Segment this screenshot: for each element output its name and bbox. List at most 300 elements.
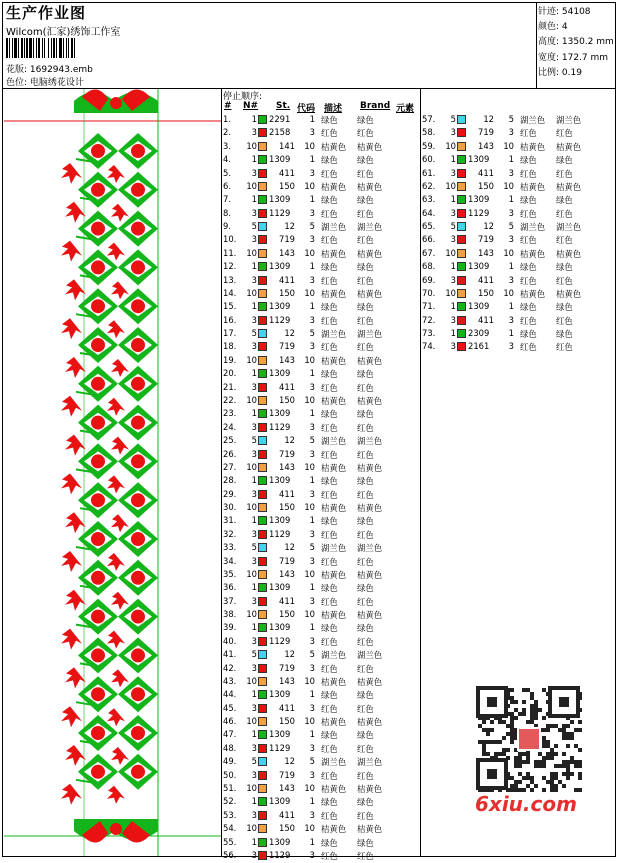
needle-number: 10 (246, 675, 257, 686)
color-description: 红色 (321, 529, 338, 540)
color-swatch (258, 503, 267, 512)
color-description: 湖兰色 (321, 222, 347, 233)
needle-number: 3 (251, 341, 257, 352)
color-description: 红色 (321, 382, 338, 393)
color-brand: 红色 (357, 556, 374, 567)
row-index: 2. (223, 127, 231, 138)
stitch-count: 411 (279, 488, 295, 499)
color-code: 3 (508, 341, 514, 352)
color-description: 红色 (321, 315, 338, 326)
stitch-count: 411 (279, 167, 295, 178)
color-code: 1 (309, 114, 315, 124)
color-description: 桔黄色 (321, 784, 347, 794)
stitch-count: 1309 (468, 301, 490, 312)
color-code: 3 (309, 555, 315, 566)
color-code: 3 (309, 381, 315, 392)
color-description: 绿色 (321, 195, 338, 206)
needle-number: 5 (251, 542, 257, 553)
row-index: 26. (223, 448, 237, 459)
needle-number: 1 (251, 368, 257, 379)
color-swatch (258, 557, 267, 566)
row-index: 67. (422, 247, 436, 258)
stitch-count: 411 (279, 274, 295, 285)
stitch-count: 719 (279, 555, 295, 566)
row-index: 59. (422, 140, 436, 151)
color-brand: 绿色 (556, 329, 573, 340)
color-swatch (258, 838, 267, 847)
row-index: 20. (223, 368, 237, 379)
color-brand: 桔黄色 (556, 181, 582, 192)
row-index: 44. (223, 689, 237, 700)
needle-number: 3 (251, 742, 257, 753)
needle-number: 3 (251, 127, 257, 138)
color-description: 红色 (321, 275, 338, 286)
row-index: 49. (223, 756, 237, 767)
color-swatch (258, 744, 267, 753)
color-brand: 红色 (357, 663, 374, 674)
color-swatch (258, 276, 267, 285)
row-index: 60. (422, 154, 436, 165)
row-index: 25. (223, 435, 237, 446)
color-description: 红色 (520, 235, 537, 246)
needle-number: 1 (251, 582, 257, 593)
stitch-count: 143 (279, 675, 295, 686)
stitch-count: 150 (478, 287, 494, 298)
color-brand: 桔黄色 (357, 288, 383, 299)
color-description: 绿色 (321, 302, 338, 313)
color-swatch (457, 142, 466, 151)
needle-number: 3 (251, 662, 257, 673)
color-swatch (457, 182, 466, 191)
color-swatch (457, 115, 466, 124)
row-index: 10. (223, 234, 237, 245)
stitch-count: 719 (279, 234, 295, 245)
stitch-count: 150 (279, 716, 295, 727)
needle-number: 1 (251, 194, 257, 205)
stitch-count: 1129 (468, 207, 490, 218)
row-index: 40. (223, 635, 237, 646)
row-index: 31. (223, 515, 237, 526)
stitch-count: 1129 (269, 314, 291, 325)
color-brand: 桔黄色 (357, 395, 383, 406)
needle-number: 10 (445, 180, 456, 191)
color-swatch (258, 423, 267, 432)
embroidery-preview (4, 89, 221, 856)
stitch-count: 12 (284, 435, 295, 446)
color-swatch (258, 490, 267, 499)
file-label: 花版: 1692943.emb (6, 65, 93, 75)
row-index: 43. (223, 675, 237, 686)
color-brand: 绿色 (357, 195, 374, 206)
color-brand: 绿色 (357, 155, 374, 166)
color-swatch (258, 771, 267, 780)
needle-number: 5 (251, 756, 257, 767)
row-index: 69. (422, 274, 436, 285)
needle-number: 3 (450, 274, 456, 285)
row-index: 54. (223, 823, 237, 834)
color-code: 5 (309, 328, 315, 339)
stitch-count: 1309 (269, 515, 291, 526)
color-code: 10 (304, 568, 315, 579)
needle-number: 1 (251, 836, 257, 847)
needle-number: 10 (246, 609, 257, 620)
needle-number: 3 (251, 274, 257, 285)
color-brand: 红色 (357, 128, 374, 139)
stitch-count: 411 (279, 381, 295, 392)
color-brand: 红色 (357, 703, 374, 714)
color-brand: 桔黄色 (357, 355, 383, 366)
needle-number: 3 (251, 421, 257, 432)
color-code: 5 (309, 435, 315, 446)
color-brand: 红色 (556, 208, 573, 219)
stitch-count: 150 (478, 180, 494, 191)
row-index: 23. (223, 408, 237, 419)
color-description: 桔黄色 (321, 181, 347, 192)
stats-divider (536, 2, 537, 88)
stitch-count: 2161 (468, 341, 490, 352)
color-brand: 红色 (357, 168, 374, 179)
color-code: 3 (309, 635, 315, 646)
color-brand: 绿色 (357, 115, 374, 125)
color-code: 1 (309, 515, 315, 526)
color-code: 10 (304, 354, 315, 365)
color-code: 5 (309, 756, 315, 767)
barcode (6, 38, 106, 58)
row-index: 35. (223, 568, 237, 579)
color-brand: 绿色 (357, 476, 374, 487)
color-code: 10 (503, 247, 514, 258)
color-description: 桔黄色 (321, 355, 347, 366)
color-code: 1 (309, 154, 315, 165)
color-brand: 桔黄色 (357, 141, 383, 152)
color-description: 绿色 (520, 329, 537, 340)
color-description: 绿色 (321, 262, 338, 273)
color-swatch (258, 128, 267, 137)
col-header-hash: # (224, 101, 232, 111)
color-brand: 桔黄色 (556, 288, 582, 299)
stitch-count: 719 (279, 448, 295, 459)
stitch-count: 143 (478, 140, 494, 151)
color-code: 3 (309, 809, 315, 820)
color-description: 红色 (520, 275, 537, 286)
stitch-count: 1309 (269, 194, 291, 205)
color-code: 10 (304, 675, 315, 686)
color-code: 10 (304, 140, 315, 151)
color-swatch (457, 155, 466, 164)
color-description: 桔黄色 (321, 610, 347, 621)
color-code: 10 (304, 461, 315, 472)
color-code: 1 (309, 301, 315, 312)
color-description: 绿色 (321, 115, 338, 125)
color-code: 3 (309, 488, 315, 499)
stitch-count: 143 (279, 568, 295, 579)
color-code: 3 (309, 127, 315, 138)
stitch-count: 150 (279, 180, 295, 191)
color-description: 绿色 (321, 516, 338, 527)
stitch-count: 1129 (269, 528, 291, 539)
color-code: 3 (309, 769, 315, 780)
company-name: Wilcom(汇家)绣饰工作室 (6, 27, 121, 38)
color-code: 10 (503, 180, 514, 191)
needle-number: 3 (251, 234, 257, 245)
color-swatch (258, 583, 267, 592)
stitch-count: 1309 (269, 729, 291, 740)
needle-number: 3 (450, 207, 456, 218)
color-brand: 绿色 (357, 623, 374, 634)
color-brand: 湖兰色 (357, 650, 383, 661)
color-brand: 绿色 (357, 409, 374, 420)
needle-number: 10 (445, 247, 456, 258)
row-index: 41. (223, 649, 237, 660)
color-code: 1 (508, 194, 514, 205)
needle-number: 5 (251, 221, 257, 232)
color-brand: 绿色 (357, 516, 374, 527)
row-index: 55. (223, 836, 237, 847)
color-code: 3 (309, 849, 315, 860)
color-description: 绿色 (321, 837, 338, 848)
row-index: 30. (223, 502, 237, 513)
stitch-count: 1129 (269, 635, 291, 646)
color-description: 红色 (321, 556, 338, 567)
needle-number: 3 (450, 127, 456, 138)
row-index: 28. (223, 475, 237, 486)
color-brand: 红色 (357, 422, 374, 433)
row-index: 22. (223, 394, 237, 405)
color-description: 绿色 (321, 730, 338, 741)
color-description: 绿色 (520, 155, 537, 166)
color-code: 5 (309, 221, 315, 232)
color-brand: 红色 (357, 636, 374, 647)
color-code: 3 (309, 595, 315, 606)
row-index: 1. (223, 114, 231, 124)
color-swatch (258, 623, 267, 632)
color-brand: 红色 (357, 810, 374, 821)
row-index: 70. (422, 287, 436, 298)
color-swatch (258, 530, 267, 539)
color-brand: 桔黄色 (357, 610, 383, 621)
color-description: 桔黄色 (321, 288, 347, 299)
color-brand: 红色 (357, 275, 374, 286)
stitch-count: 1309 (269, 301, 291, 312)
stitch-count: 1309 (269, 689, 291, 700)
color-swatch (258, 476, 267, 485)
color-description: 红色 (321, 489, 338, 500)
needle-number: 10 (246, 247, 257, 258)
row-index: 27. (223, 461, 237, 472)
stitch-count: 719 (279, 769, 295, 780)
stitch-count: 411 (279, 595, 295, 606)
row-index: 18. (223, 341, 237, 352)
row-index: 56. (223, 849, 237, 860)
color-description: 桔黄色 (520, 181, 546, 192)
color-description: 绿色 (321, 409, 338, 420)
stitch-count: 150 (279, 502, 295, 513)
needle-number: 10 (246, 354, 257, 365)
design-height: 高度: 1350.2 mm (538, 37, 614, 48)
needle-number: 3 (251, 809, 257, 820)
color-description: 红色 (321, 810, 338, 821)
color-description: 桔黄色 (321, 462, 347, 473)
color-description: 红色 (321, 235, 338, 246)
color-code: 3 (309, 234, 315, 245)
stop-sequence-label: 停止顺序: (223, 92, 263, 102)
color-code: 1 (309, 582, 315, 593)
stitch-count: 12 (284, 542, 295, 553)
color-code: 10 (503, 140, 514, 151)
design-width: 宽度: 172.7 mm (538, 52, 609, 63)
color-code: 10 (304, 609, 315, 620)
color-swatch (258, 637, 267, 646)
color-swatch (258, 195, 267, 204)
row-index: 45. (223, 702, 237, 713)
row-index: 73. (422, 328, 436, 339)
needle-number: 3 (251, 635, 257, 646)
color-label: 色位: 电脑绣花设计 (6, 78, 84, 88)
color-swatch (457, 209, 466, 218)
row-index: 34. (223, 555, 237, 566)
stitch-count: 2309 (468, 328, 490, 339)
color-swatch (258, 450, 267, 459)
color-description: 绿色 (520, 262, 537, 273)
color-code: 1 (309, 408, 315, 419)
color-swatch (258, 463, 267, 472)
color-description: 红色 (321, 596, 338, 607)
color-description: 红色 (520, 342, 537, 353)
stitch-count: 719 (279, 341, 295, 352)
color-brand: 桔黄色 (357, 569, 383, 580)
color-brand: 红色 (556, 168, 573, 179)
color-code: 3 (309, 742, 315, 753)
color-swatch (258, 516, 267, 525)
color-code: 3 (508, 314, 514, 325)
color-swatch (258, 677, 267, 686)
color-code: 1 (309, 261, 315, 272)
color-brand: 绿色 (357, 797, 374, 808)
row-index: 66. (422, 234, 436, 245)
row-index: 21. (223, 381, 237, 392)
color-code: 1 (508, 328, 514, 339)
color-swatch (258, 784, 267, 793)
color-swatch (258, 316, 267, 325)
color-description: 红色 (321, 128, 338, 139)
row-index: 9. (223, 221, 231, 232)
color-brand: 湖兰色 (556, 222, 582, 233)
color-code: 5 (309, 649, 315, 660)
color-code: 3 (508, 234, 514, 245)
stitch-count: 12 (483, 114, 494, 124)
color-description: 绿色 (321, 623, 338, 634)
row-index: 65. (422, 221, 436, 232)
color-brand: 湖兰色 (357, 543, 383, 554)
needle-number: 1 (450, 301, 456, 312)
color-code: 1 (309, 368, 315, 379)
qr-code-graphic (472, 682, 584, 794)
color-brand: 红色 (357, 315, 374, 326)
watermark-logo: 6xiu.com (475, 792, 577, 816)
needle-number: 5 (450, 114, 456, 124)
color-description: 红色 (321, 850, 338, 861)
color-code: 5 (508, 221, 514, 232)
color-swatch (457, 222, 466, 231)
needle-number: 3 (251, 528, 257, 539)
color-description: 湖兰色 (321, 650, 347, 661)
row-index: 50. (223, 769, 237, 780)
color-brand: 绿色 (357, 262, 374, 273)
needle-number: 1 (251, 114, 257, 124)
table-column-divider (420, 88, 421, 857)
stitch-count: 150 (279, 394, 295, 405)
needle-number: 10 (246, 716, 257, 727)
color-swatch (457, 128, 466, 137)
color-description: 红色 (321, 208, 338, 219)
color-description: 绿色 (321, 155, 338, 166)
color-brand: 桔黄色 (357, 248, 383, 259)
color-swatch (258, 409, 267, 418)
color-code: 1 (309, 689, 315, 700)
stitch-count: 1309 (468, 194, 490, 205)
color-swatch (457, 342, 466, 351)
needle-number: 10 (445, 287, 456, 298)
needle-number: 1 (251, 622, 257, 633)
color-count: 颜色: 4 (538, 22, 568, 33)
needle-number: 3 (251, 769, 257, 780)
needle-number: 1 (251, 154, 257, 165)
color-swatch (258, 289, 267, 298)
needle-number: 10 (246, 287, 257, 298)
row-index: 63. (422, 194, 436, 205)
stitch-count: 1309 (269, 796, 291, 807)
color-code: 3 (309, 448, 315, 459)
needle-number: 10 (246, 140, 257, 151)
stitch-count: 143 (279, 354, 295, 365)
col-header-brand: Brand (360, 101, 391, 111)
stitch-count: 411 (478, 167, 494, 178)
color-swatch (258, 356, 267, 365)
needle-number: 3 (251, 595, 257, 606)
row-index: 38. (223, 609, 237, 620)
color-description: 红色 (321, 422, 338, 433)
row-index: 47. (223, 729, 237, 740)
color-swatch (457, 235, 466, 244)
stitch-count: 719 (478, 127, 494, 138)
stitch-count: 150 (279, 287, 295, 298)
needle-number: 3 (450, 234, 456, 245)
color-brand: 绿色 (556, 195, 573, 206)
stitch-count: 1129 (269, 849, 291, 860)
stitch-count: 1309 (468, 261, 490, 272)
color-code: 10 (304, 394, 315, 405)
color-swatch (258, 142, 267, 151)
row-index: 5. (223, 167, 231, 178)
color-description: 绿色 (321, 369, 338, 380)
needle-number: 10 (246, 461, 257, 472)
row-index: 61. (422, 167, 436, 178)
row-index: 13. (223, 274, 237, 285)
row-index: 7. (223, 194, 231, 205)
needle-number: 1 (251, 301, 257, 312)
row-index: 74. (422, 341, 436, 352)
color-code: 3 (309, 528, 315, 539)
stitch-count: 411 (279, 702, 295, 713)
color-description: 红色 (321, 449, 338, 460)
col-header-code: 代码 (297, 104, 316, 114)
needle-number: 3 (251, 555, 257, 566)
color-swatch (258, 329, 267, 338)
color-brand: 红色 (357, 770, 374, 781)
page-title: 生产作业图 (6, 4, 87, 22)
needle-number: 1 (450, 154, 456, 165)
color-brand: 绿色 (357, 302, 374, 313)
